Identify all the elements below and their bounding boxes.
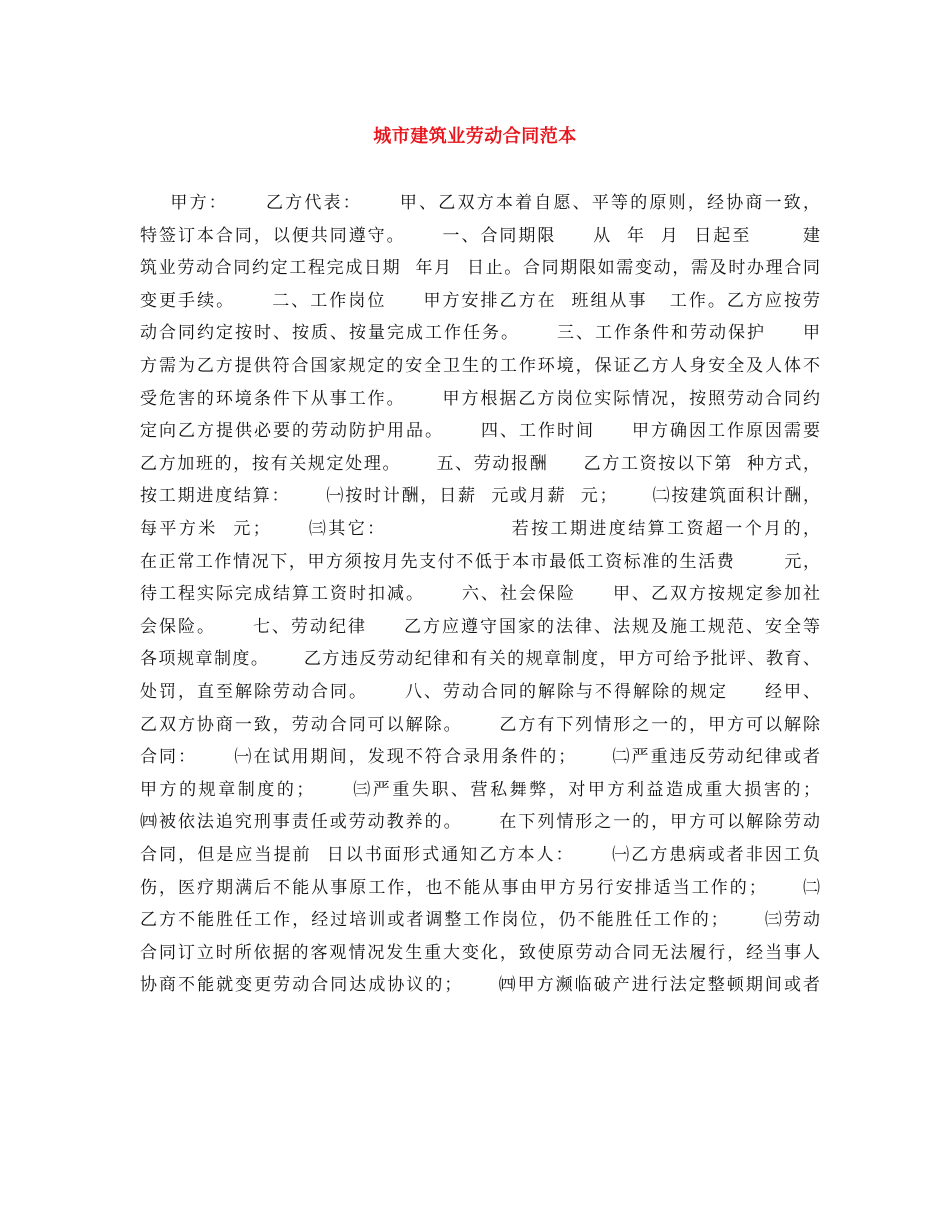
body-line: 方需为乙方提供符合国家规定的安全卫生的工作环境，保证乙方人身安全及人体不	[140, 356, 820, 376]
body-line: 每平方米 元； ㈢其它： 若按工期进度结算工资超一个月的，	[140, 519, 820, 539]
body-line: 乙方加班的，按有关规定处理。 五、劳动报酬 乙方工资按以下第 种方式，	[140, 453, 820, 474]
body-line: 合同： ㈠在试用期间，发现不符合录用条件的； ㈡严重违反劳动纪律或者	[140, 747, 820, 768]
body-line: 协商不能就变更劳动合同达成协议的； ㈣甲方濒临破产进行法定整顿期间或者	[140, 975, 820, 996]
body-line: 待工程实际完成结算工资时扣减。 六、社会保险 甲、乙双方按规定参加社	[140, 584, 820, 605]
body-line: 定向乙方提供必要的劳动防护用品。 四、工作时间 甲方确因工作原因需要	[140, 421, 820, 442]
body-line: 按工期进度结算： ㈠按时计酬，日薪 元或月薪 元； ㈡按建筑面积计酬，	[140, 486, 820, 507]
body-line: 变更手续。 二、工作岗位 甲方安排乙方在 班组从事 工作。乙方应按劳	[140, 290, 820, 311]
body-line: 会保险。 七、劳动纪律 乙方应遵守国家的法律、法规及施工规范、安全等	[140, 616, 820, 637]
body-line: 伤，医疗期满后不能从事原工作，也不能从事由甲方另行安排适当工作的； ㈡	[140, 877, 820, 898]
body-line: 动合同约定按时、按质、按量完成工作任务。 三、工作条件和劳动保护 甲	[140, 323, 820, 344]
body-line: 甲方： 乙方代表： 甲、乙双方本着自愿、平等的原则，经协商一致，	[140, 193, 820, 213]
body-line: 合同订立时所依据的客观情况发生重大变化，致使原劳动合同无法履行，经当事人	[140, 942, 820, 963]
body-line: 处罚，直至解除劳动合同。 八、劳动合同的解除与不得解除的规定 经甲、	[140, 682, 820, 702]
body-line: ㈣被依法追究刑事责任或劳动教养的。 在下列情形之一的，甲方可以解除劳动	[140, 812, 820, 833]
body-line: 各项规章制度。 乙方违反劳动纪律和有关的规章制度，甲方可给予批评、教育、	[140, 649, 820, 670]
body-line: 受危害的环境条件下从事工作。 甲方根据乙方岗位实际情况，按照劳动合同约	[140, 388, 820, 409]
body-line: 合同，但是应当提前 日以书面形式通知乙方本人： ㈠乙方患病或者非因工负	[140, 845, 820, 865]
body-line: 特签订本合同，以便共同遵守。 一、合同期限 从 年 月 日起至 建	[140, 225, 820, 246]
body-line: 筑业劳动合同约定工程完成日期 年月 日止。合同期限如需变动，需及时办理合同	[140, 258, 820, 279]
body-line: 甲方的规章制度的； ㈢严重失职、营私舞弊，对甲方利益造成重大损害的；	[140, 779, 820, 800]
body-line: 乙双方协商一致，劳动合同可以解除。 乙方有下列情形之一的，甲方可以解除	[140, 714, 820, 735]
body-line: 乙方不能胜任工作，经过培训或者调整工作岗位，仍不能胜任工作的； ㈢劳动	[140, 910, 820, 931]
body-line: 在正常工作情况下，甲方须按月先支付不低于本市最低工资标准的生活费 元，	[140, 551, 820, 572]
document-title: 城市建筑业劳动合同范本	[373, 126, 577, 147]
